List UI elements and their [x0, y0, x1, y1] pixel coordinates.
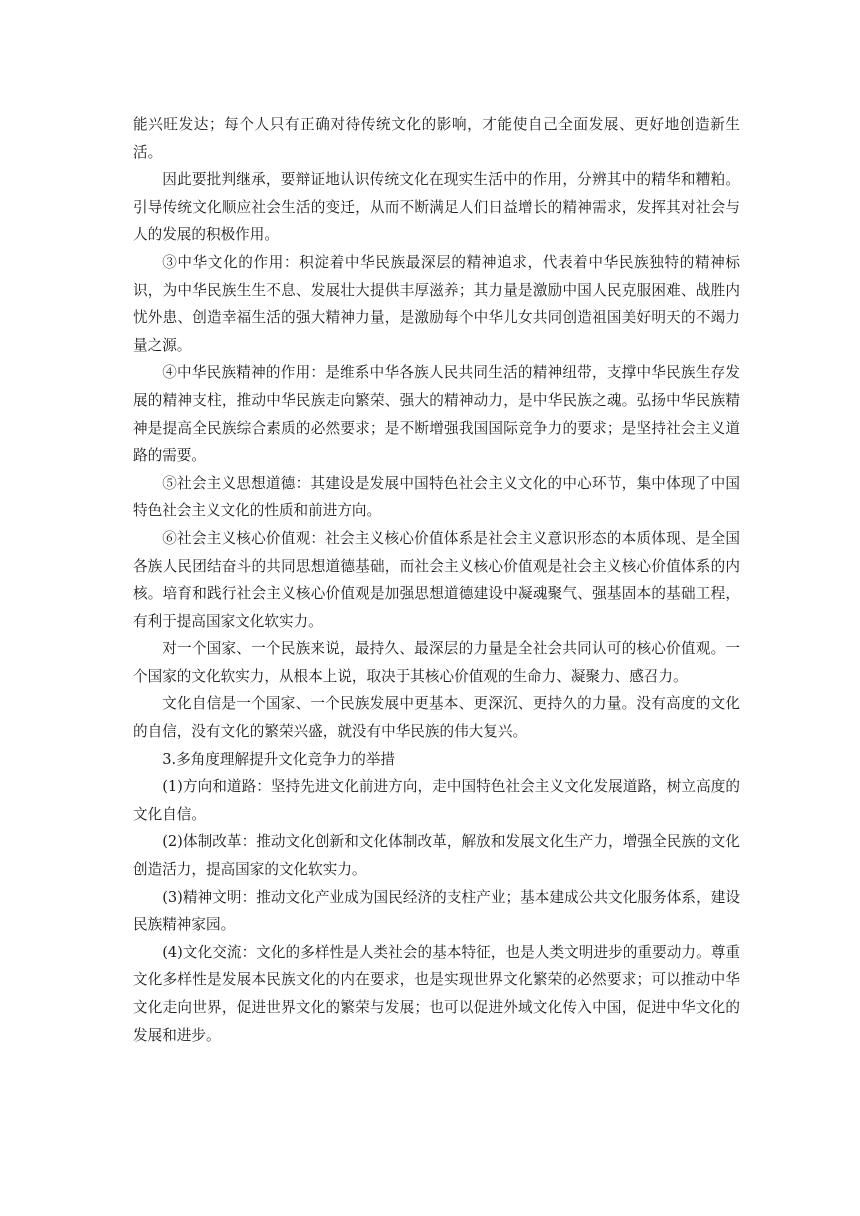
paragraph-cultural-confidence: 文化自信是一个国家、一个民族发展中更基本、更深沉、更持久的力量。没有高度的文化的自信，没有文化的繁荣兴盛，就没有中华民族的伟大复兴。: [133, 695, 740, 741]
paragraph-soft-power: 对一个国家、一个民族来说，最持久、最深层的力量是全社会共同认可的核心价值观。一个国家的文化软实力，从根本上说，取决于其核心价值观的生命力、凝聚力、感召力。: [133, 640, 740, 685]
paragraph-critical-inheritance: 因此要批判继承，要辩证地认识传统文化在现实生活中的作用，分辨其中的精华和糟粕。引导传统文化顺应社会生活的变迁，从而不断满足人们日益增长的精神需求，发挥其对社会与人的发展的积极作用。: [133, 171, 740, 244]
paragraph-socialist-morality: ⑤社会主义思想道德：其建设是发展中国特色社会主义文化的中心环节，集中体现了中国特色社会主义文化的性质和前进方向。: [133, 474, 740, 520]
list-item-direction: (1)方向和道路：坚持先进文化前进方向，走中国特色社会主义文化发展道路，树立高度的文化自信。: [133, 778, 740, 823]
paragraph-national-spirit-role: ④中华民族精神的作用：是维系中华各族人民共同生活的精神纽带，支撑中华民族生存发展的精神支柱，推动中华民族走向繁荣、强大的精神动力，是中华民族之魂。弘扬中华民族精神是提高全民族综合素质的必然要求；是不断增强我国国际竞争力的要求；是坚持社会主义道路的需要。: [133, 364, 740, 465]
list-item-spiritual-civilization: (3)精神文明：推动文化产业成为国民经济的支柱产业；基本建成公共文化服务体系，建设民族精神家园。: [133, 888, 740, 934]
paragraph-chinese-culture-role: ③中华文化的作用：积淀着中华民族最深层的精神追求，代表着中华民族独特的精神标识，为中华民族生生不息、发展壮大提供丰厚滋养；其力量是激励中国人民克服困难、战胜内忧外患、创造幸福生活的强大精神力量，是激励每个中华儿女共同创造祖国美好明天的不竭力量之源。: [133, 253, 740, 354]
paragraph-continuation: 能兴旺发达；每个人只有正确对待传统文化的影响，才能使自己全面发展、更好地创造新生活。: [133, 116, 740, 161]
list-item-system-reform: (2)体制改革：推动文化创新和文化体制改革，解放和发展文化生产力，增强全民族的文化创造活力，提高国家的文化软实力。: [133, 833, 740, 879]
paragraph-core-values: ⑥社会主义核心价值观：社会主义核心价值体系是社会主义意识形态的本质体现、是全国各族人民团结奋斗的共同思想道德基础，而社会主义核心价值观是社会主义核心价值体系的内核。培育和践行社会主义核心价值观是加强思想道德建设中凝魂聚气、强基固本的基础工程，有利于提高国家文化软实力。: [133, 529, 740, 630]
list-item-cultural-exchange: (4)文化交流：文化的多样性是人类社会的基本特征，也是人类文明进步的重要动力。尊重文化多样性是发展本民族文化的内在要求，也是实现世界文化繁荣的必然要求；可以推动中华文化走向世界，促进世界文化的繁荣与发展；也可以促进外域文化传入中国，促进中华文化的发展和进步。: [133, 943, 740, 1044]
section-heading-competitiveness: 3.多角度理解提升文化竞争力的举措: [162, 750, 396, 768]
